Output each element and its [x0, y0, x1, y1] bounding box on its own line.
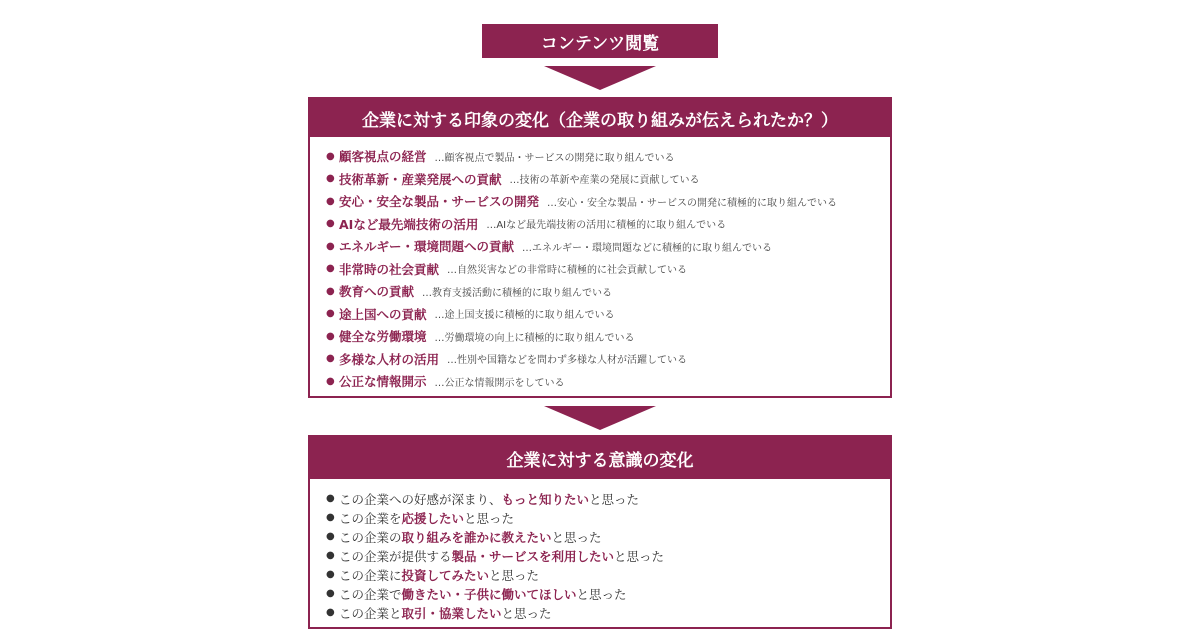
item-post: と思った [551, 529, 602, 545]
item-pre: この企業に [339, 567, 402, 583]
item-title: 技術革新・産業発展への貢献 [339, 171, 502, 187]
awareness-item [326, 508, 890, 527]
item-emphasis: 取引・協業したい [401, 605, 502, 621]
item-emphasis: 働きたい・子供に働いてほしい [401, 586, 577, 602]
bullet-icon: ● [326, 493, 335, 504]
item-emphasis: 製品・サービスを利用したい [451, 548, 615, 564]
awareness-item [326, 527, 890, 546]
item-post: と思った [614, 548, 665, 564]
awareness-title: 企業に対する意識の変化 [310, 437, 890, 479]
item-emphasis: 投資してみたい [401, 567, 490, 583]
bullet-icon: ● [326, 375, 335, 387]
awareness-item [326, 546, 890, 565]
impression-item [326, 258, 890, 281]
impression-item [326, 303, 890, 326]
content-viewing-label: コンテンツ閲覧 [482, 24, 718, 58]
bullet-icon: ● [326, 330, 335, 342]
item-desc: …自然災害などの非常時に積極的に社会貢献している [447, 265, 688, 277]
awareness-panel [308, 435, 892, 629]
item-desc: …性別や国籍などを問わず多様な人材が活躍している [447, 355, 688, 367]
item-title: 公正な情報開示 [339, 374, 427, 390]
bullet-icon: ● [326, 308, 335, 320]
bullet-icon: ● [326, 607, 335, 618]
item-desc: …顧客視点で製品・サービスの開発に取り組んでいる [434, 152, 675, 164]
item-desc: …エネルギー・環境問題などに積極的に取り組んでいる [522, 242, 773, 254]
impression-item [326, 348, 890, 371]
impression-item [326, 280, 890, 303]
impression-item [326, 168, 890, 191]
item-pre: この企業の [339, 529, 402, 545]
bullet-icon: ● [326, 285, 335, 297]
item-post: と思った [501, 605, 552, 621]
impression-item [326, 235, 890, 258]
item-pre: この企業を [339, 510, 402, 526]
awareness-list [310, 479, 890, 622]
impression-item [326, 190, 890, 213]
item-pre: この企業で [339, 586, 402, 602]
impression-item [326, 370, 890, 393]
bullet-icon: ● [326, 173, 335, 185]
item-title: 多様な人材の活用 [339, 351, 440, 367]
down-arrow-1 [544, 66, 656, 90]
item-title: 顧客視点の経営 [339, 149, 427, 165]
bullet-icon: ● [326, 263, 335, 275]
bullet-icon: ● [326, 512, 335, 523]
awareness-item [326, 584, 890, 603]
impression-item [326, 145, 890, 168]
impression-list [310, 137, 890, 393]
item-title: 安心・安全な製品・サービスの開発 [339, 194, 540, 210]
item-title: エネルギー・環境問題への貢献 [339, 239, 515, 255]
awareness-item [326, 603, 890, 622]
down-arrow-2 [544, 406, 656, 430]
item-post: と思った [576, 586, 627, 602]
bullet-icon: ● [326, 150, 335, 162]
item-emphasis: 取り組みを誰かに教えたい [401, 529, 552, 545]
item-pre: この企業と [339, 605, 402, 621]
item-title: 非常時の社会貢献 [339, 261, 440, 277]
item-post: と思った [489, 567, 540, 583]
item-title: 健全な労働環境 [339, 329, 427, 345]
item-title: AIなど最先端技術の活用 [339, 216, 479, 232]
bullet-icon: ● [326, 218, 335, 230]
impression-panel [308, 97, 892, 398]
item-pre: この企業が提供する [339, 548, 452, 564]
awareness-item [326, 565, 890, 584]
item-title: 途上国への貢献 [339, 306, 427, 322]
item-title: 教育への貢献 [339, 284, 415, 300]
bullet-icon: ● [326, 353, 335, 365]
impression-title: 企業に対する印象の変化（企業の取り組みが伝えられたか？） [310, 99, 890, 137]
item-desc: …教育支援活動に積極的に取り組んでいる [422, 287, 613, 299]
item-desc: …途上国支援に積極的に取り組んでいる [434, 310, 615, 322]
item-emphasis: もっと知りたい [501, 491, 590, 507]
bullet-icon: ● [326, 195, 335, 207]
bullet-icon: ● [326, 550, 335, 561]
item-desc: …公正な情報開示をしている [434, 377, 565, 389]
item-desc: …技術の革新や産業の発展に貢献している [509, 175, 700, 187]
impression-item [326, 325, 890, 348]
item-emphasis: 応援したい [401, 510, 465, 526]
item-pre: この企業への好感が深まり、 [339, 491, 502, 507]
item-desc: …AIなど最先端技術の活用に積極的に取り組んでいる [486, 220, 727, 232]
bullet-icon: ● [326, 240, 335, 252]
bullet-icon: ● [326, 588, 335, 599]
impression-item [326, 213, 890, 236]
item-post: と思った [589, 491, 640, 507]
awareness-item [326, 489, 890, 508]
item-desc: …安心・安全な製品・サービスの開発に積極的に取り組んでいる [547, 197, 838, 209]
item-desc: …労働環境の向上に積極的に取り組んでいる [434, 332, 635, 344]
bullet-icon: ● [326, 569, 335, 580]
item-post: と思った [464, 510, 515, 526]
bullet-icon: ● [326, 531, 335, 542]
